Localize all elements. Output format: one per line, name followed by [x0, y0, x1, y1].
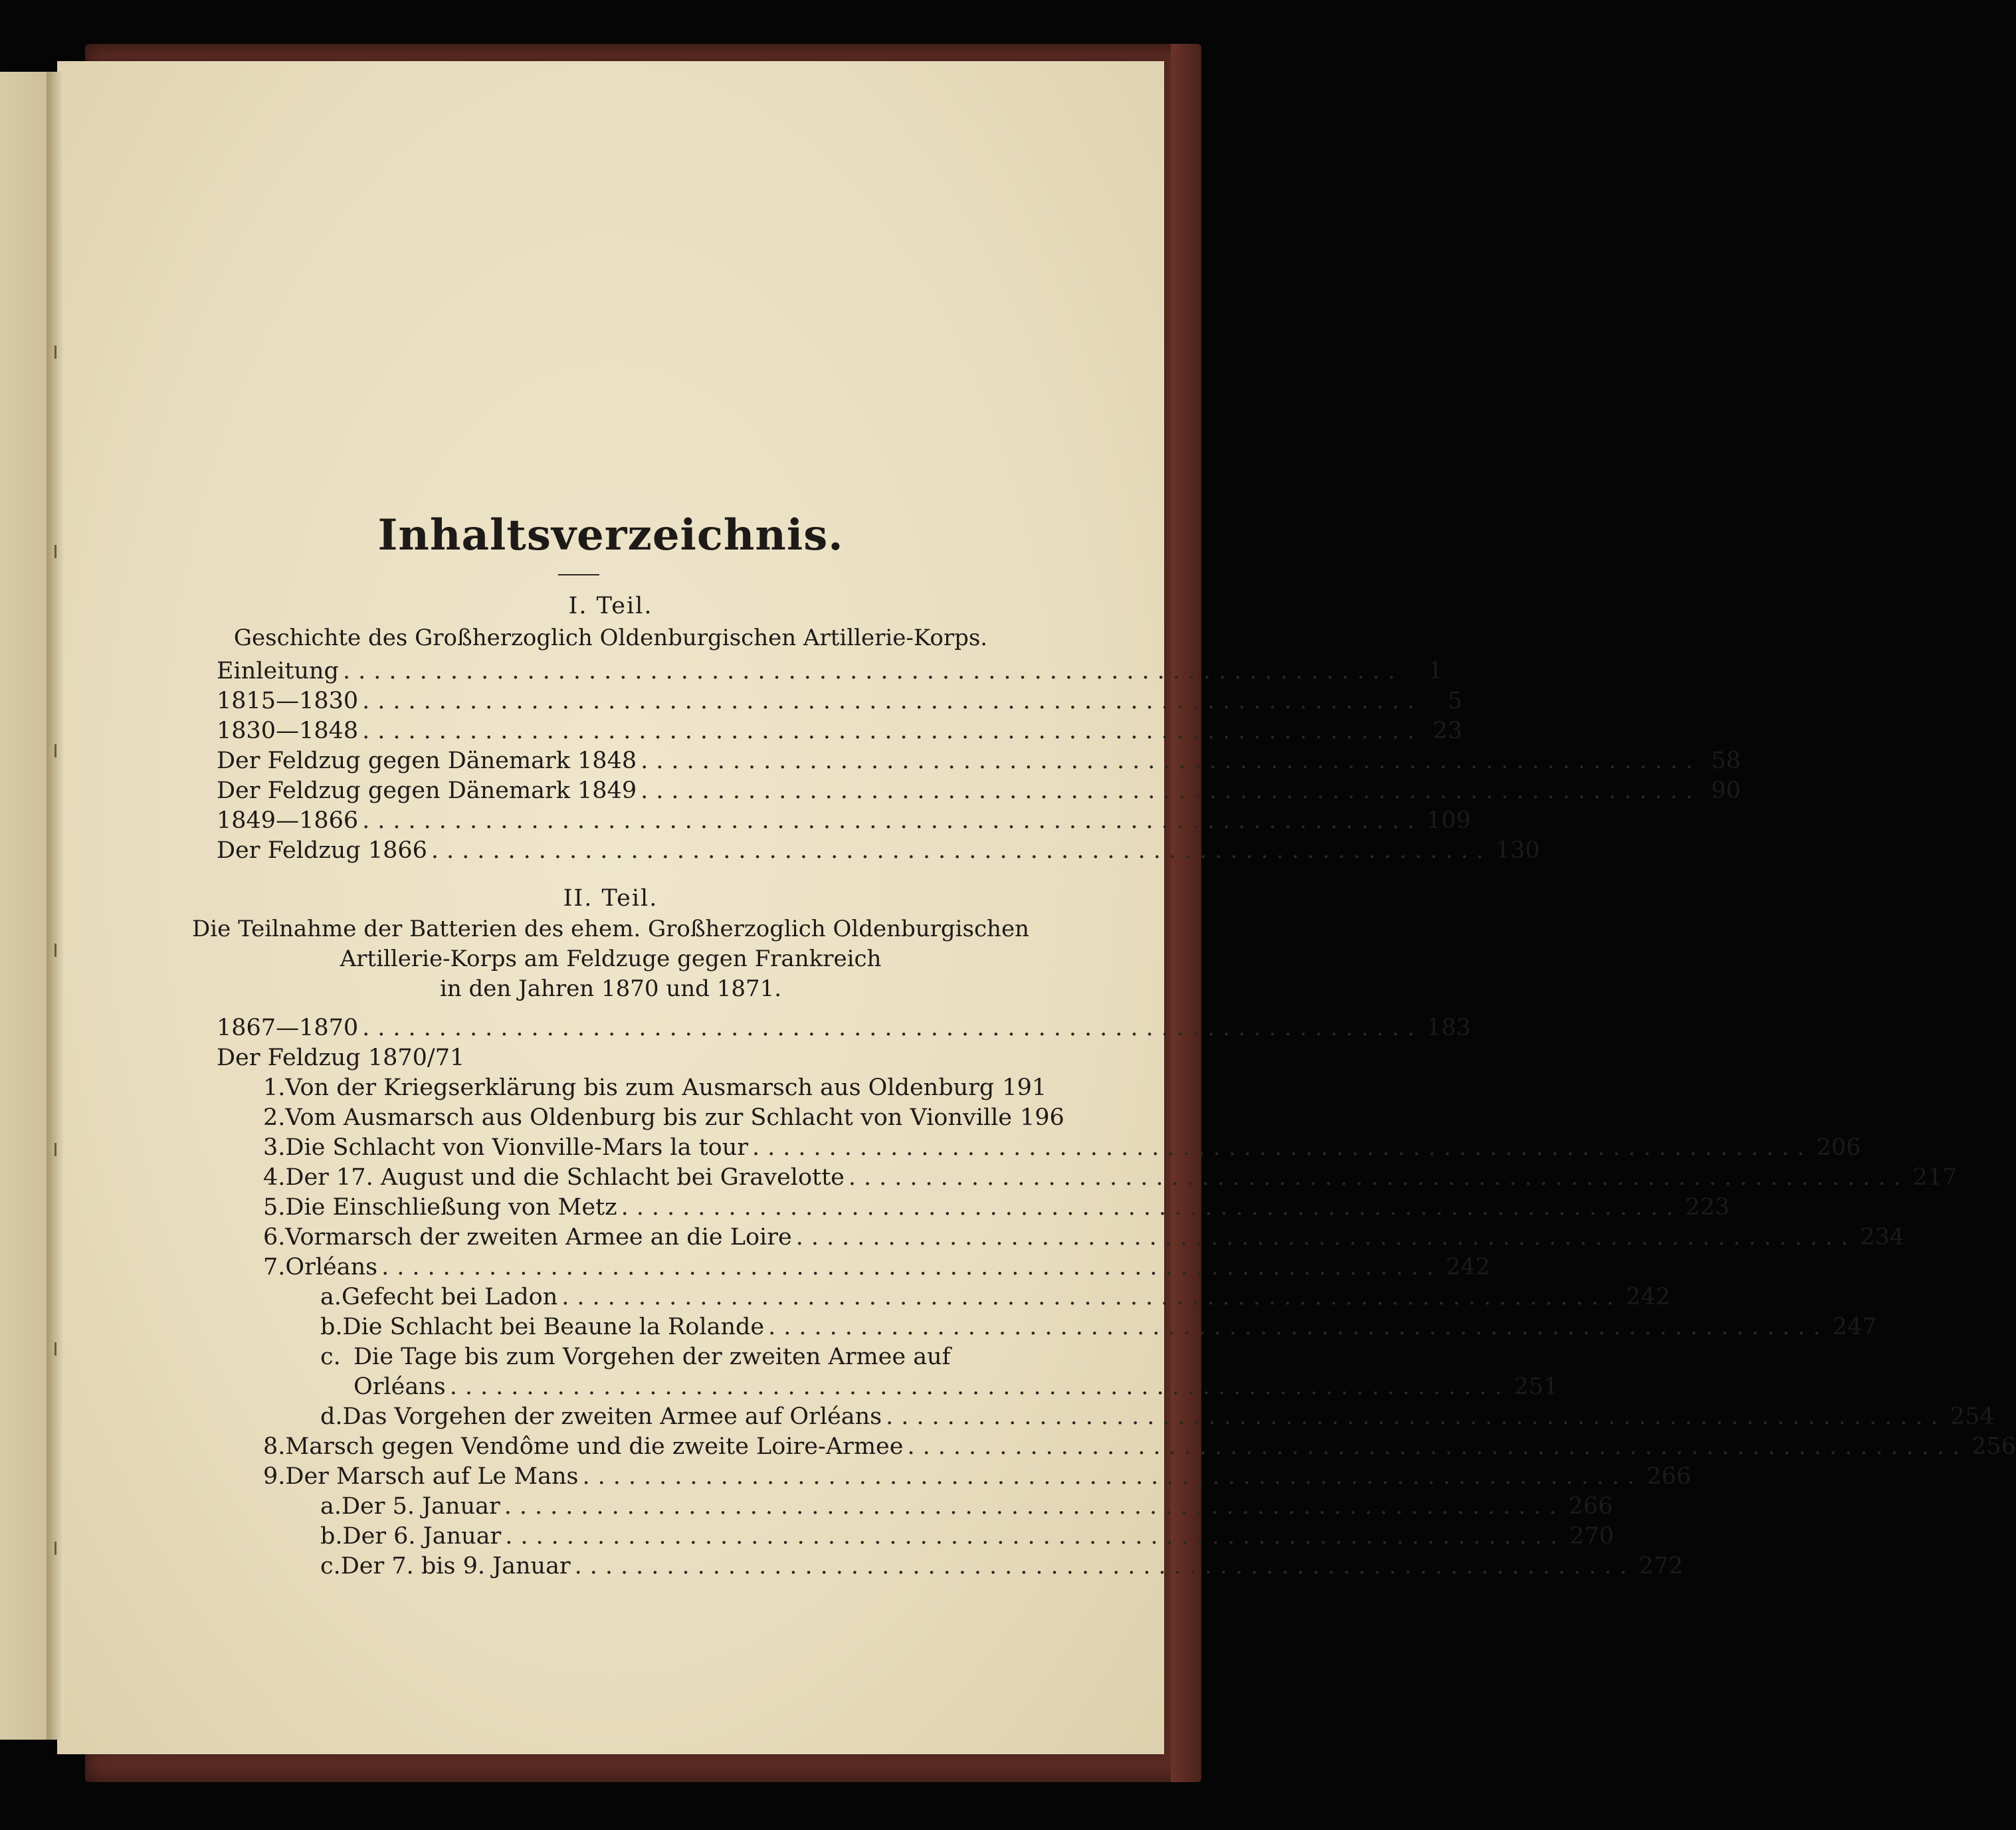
toc-entry: [217, 807, 1471, 837]
toc-leader-dots: .....................................................................: [431, 837, 1492, 864]
toc-entry-number: b.: [320, 1314, 343, 1340]
toc-entry: [217, 718, 1462, 747]
toc-entry: [263, 1164, 1958, 1193]
toc-entry-label: Orléans: [285, 1254, 378, 1280]
toc-entry-page: 272: [1639, 1553, 1684, 1579]
toc-subentry: [320, 1553, 1684, 1582]
toc-entry-page: 109: [1426, 807, 1471, 834]
binding-stitch: [54, 944, 56, 957]
toc-entry: [217, 658, 1443, 687]
toc-leader-dots: .....................................................................: [574, 1553, 1635, 1579]
binding-stitch: [54, 346, 56, 359]
toc-leader-dots: .....................................................................: [362, 688, 1423, 714]
toc-entry-number: b.: [320, 1523, 343, 1550]
toc-entry-page: 270: [1569, 1523, 1614, 1550]
toc-entry-label: Von der Kriegserklärung bis zum Ausmarsch aus Oldenburg: [285, 1074, 995, 1101]
toc-entry-label: Orléans: [353, 1373, 446, 1400]
toc-leader-dots: .....................................................................: [505, 1523, 1565, 1550]
binding-stitch: [54, 1342, 56, 1356]
toc-entry-label: Einleitung: [217, 658, 339, 684]
toc-leader-dots: .....................................................................: [641, 748, 1701, 774]
toc-entry-page: 206: [1816, 1134, 1861, 1161]
toc-entry-label: Die Einschließung von Metz: [285, 1194, 617, 1221]
toc-entry-page: 58: [1711, 748, 1741, 774]
binding-stitch: [54, 545, 56, 558]
toc-entry-label: 1849—1866: [217, 807, 359, 834]
toc-subentry: [320, 1403, 1995, 1433]
toc-entry-page: 242: [1625, 1284, 1670, 1310]
toc-entry-page: 254: [1950, 1403, 1995, 1430]
page-gutter: [47, 72, 64, 1740]
binding-stitch: [54, 744, 56, 758]
toc-entry-page: 5: [1447, 688, 1462, 714]
toc-entry-label: Der Feldzug gegen Dänemark 1848: [217, 748, 637, 774]
toc-entry-page: 223: [1685, 1194, 1730, 1221]
toc-leader-dots: .....................................................................: [641, 777, 1701, 804]
toc-leader-dots: .....................................................................: [381, 1254, 1442, 1280]
toc-entry-label: Der Feldzug 1866: [217, 837, 427, 864]
toc-entry-label: Das Vorgehen der zweiten Armee auf Orléans: [342, 1403, 882, 1430]
toc-entry-number: a.: [320, 1493, 342, 1520]
toc-subentry: [320, 1314, 1877, 1343]
toc-entry: [217, 837, 1540, 866]
toc-entry-label: Der 5. Januar: [342, 1493, 500, 1520]
toc-entry-label: 1830—1848: [217, 718, 359, 744]
part2-subtitle-line: in den Jahren 1870 und 1871.: [439, 975, 782, 1002]
toc-entry-number: 3.: [263, 1134, 286, 1161]
toc-entry: [263, 1134, 1861, 1164]
toc-entry-label: Der 7. bis 9. Januar: [340, 1553, 571, 1579]
toc-entry-number: 8.: [263, 1433, 286, 1460]
toc-entry-page: 234: [1860, 1224, 1905, 1251]
toc-entry-page: 1: [1428, 658, 1443, 684]
book-page: [57, 61, 2016, 1754]
toc-leader-dots: .....................................................................: [362, 718, 1423, 744]
toc-leader-dots: .....................................................................: [561, 1284, 1622, 1310]
toc-entry-label: Der Feldzug gegen Dänemark 1849: [217, 777, 637, 804]
toc-leader-dots: .....................................................................: [362, 1015, 1423, 1041]
part1-subtitle: Geschichte des Großherzoglich Oldenburgischen Artillerie-Korps.: [233, 625, 988, 651]
toc-entry-page: 242: [1445, 1254, 1490, 1280]
toc-entry-label: Der Marsch auf Le Mans: [285, 1463, 579, 1490]
title-divider: [558, 574, 599, 575]
toc-entry: [217, 748, 1741, 777]
toc-entry-number: 1.: [263, 1074, 286, 1101]
toc-entry-page: 256: [1971, 1433, 2016, 1460]
toc-entry: [263, 1254, 1490, 1283]
toc-entry-page: 130: [1495, 837, 1540, 864]
toc-entry: [263, 1194, 1730, 1223]
toc-entry-label: Der 17. August und die Schlacht bei Gravelotte: [285, 1164, 845, 1191]
toc-entry-page: 90: [1711, 777, 1741, 804]
binding-stitch: [54, 1143, 56, 1156]
page-title: Inhaltsverzeichnis.: [377, 510, 844, 560]
toc-entry-number: 2.: [263, 1104, 286, 1131]
toc-entry-page: 183: [1426, 1015, 1471, 1041]
toc-entry: [217, 1045, 994, 1074]
toc-leader-dots: .....................................................................: [752, 1134, 1813, 1161]
toc-entry: [263, 1224, 1905, 1253]
toc-entry-number: 4.: [263, 1164, 286, 1191]
toc-subentry: [320, 1523, 1614, 1552]
toc-entry-label: 1867—1870: [217, 1015, 359, 1041]
part1-heading: I. Teil.: [568, 593, 653, 619]
toc-entry-page: 191: [1002, 1074, 1047, 1101]
toc-subentry: [320, 1284, 1670, 1313]
toc-entry-label: 1815—1830: [217, 688, 359, 714]
part2-subtitle-line: Artillerie-Korps am Feldzuge gegen Frankreich: [340, 946, 882, 972]
toc-entry-number: c.: [320, 1553, 341, 1579]
part2-heading: II. Teil.: [563, 885, 658, 912]
toc-entry-page: 196: [1020, 1104, 1064, 1131]
book-cover-edge: [1171, 44, 1201, 1782]
toc-entry-page: 266: [1568, 1493, 1613, 1520]
toc-subentry: [320, 1493, 1613, 1522]
toc-entry-number: 6.: [263, 1224, 286, 1251]
toc-entry-number: a.: [320, 1284, 342, 1310]
toc-leader-dots: .....................................................................: [848, 1164, 1909, 1191]
toc-entry-label: Der 6. Januar: [342, 1523, 502, 1550]
toc-leader-dots: .....................................................................: [504, 1493, 1565, 1520]
toc-entry-label: Vormarsch der zweiten Armee an die Loire: [285, 1224, 792, 1251]
part2-subtitle-line: Die Teilnahme der Batterien des ehem. Großherzoglich Oldenburgischen: [192, 916, 1029, 942]
toc-entry-number: 5.: [263, 1194, 286, 1221]
toc-entry: [217, 688, 1462, 717]
toc-leader-dots: .....................................................................: [795, 1224, 1857, 1251]
toc-entry-page: 266: [1647, 1463, 1691, 1490]
toc-entry-label: Vom Ausmarsch aus Oldenburg bis zur Schlacht von Vionville: [285, 1104, 1012, 1131]
toc-entry: [263, 1104, 1064, 1134]
toc-entry-label: Die Schlacht von Vionville-Mars la tour: [285, 1134, 749, 1161]
toc-leader-dots: .....................................................................: [621, 1194, 1682, 1221]
toc-leader-dots: .....................................................................: [768, 1314, 1829, 1340]
toc-leader-dots: .....................................................................: [362, 807, 1423, 834]
toc-entry-page: 23: [1433, 718, 1462, 744]
toc-leader-dots: .....................................................................: [582, 1463, 1643, 1490]
toc-entry: [217, 777, 1741, 807]
toc-entry-page: 247: [1832, 1314, 1877, 1340]
toc-leader-dots: .....................................................................: [886, 1403, 1946, 1430]
binding-stitch: [54, 1542, 56, 1555]
toc-entry-page: 217: [1912, 1164, 1958, 1191]
toc-entry-label: Die Tage bis zum Vorgehen der zweiten Armee auf: [353, 1344, 951, 1370]
toc-entry-number: 7.: [263, 1254, 286, 1280]
toc-entry-number: 9.: [263, 1463, 286, 1490]
toc-entry-label: Marsch gegen Vendôme und die zweite Loire-Armee: [285, 1433, 904, 1460]
toc-entry-page: 251: [1514, 1373, 1559, 1400]
toc-entry: [263, 1074, 1047, 1104]
toc-entry-label: Die Schlacht bei Beaune la Rolande: [342, 1314, 765, 1340]
toc-entry-label: Gefecht bei Ladon: [342, 1284, 558, 1310]
toc-leader-dots: .....................................................................: [449, 1373, 1510, 1400]
toc-entry: [217, 1015, 1471, 1044]
toc-leader-dots: .....................................................................: [342, 658, 1403, 684]
toc-leader-dots: .....................................................................: [907, 1433, 1968, 1460]
toc-entry-number: c.: [320, 1344, 341, 1370]
toc-entry: [263, 1463, 1691, 1492]
toc-entry-number: d.: [320, 1403, 343, 1430]
toc-subentry: [320, 1344, 994, 1373]
toc-subentry-continuation: [353, 1373, 1559, 1403]
toc-entry: [263, 1433, 2016, 1463]
toc-entry-label: Der Feldzug 1870/71: [217, 1045, 465, 1071]
